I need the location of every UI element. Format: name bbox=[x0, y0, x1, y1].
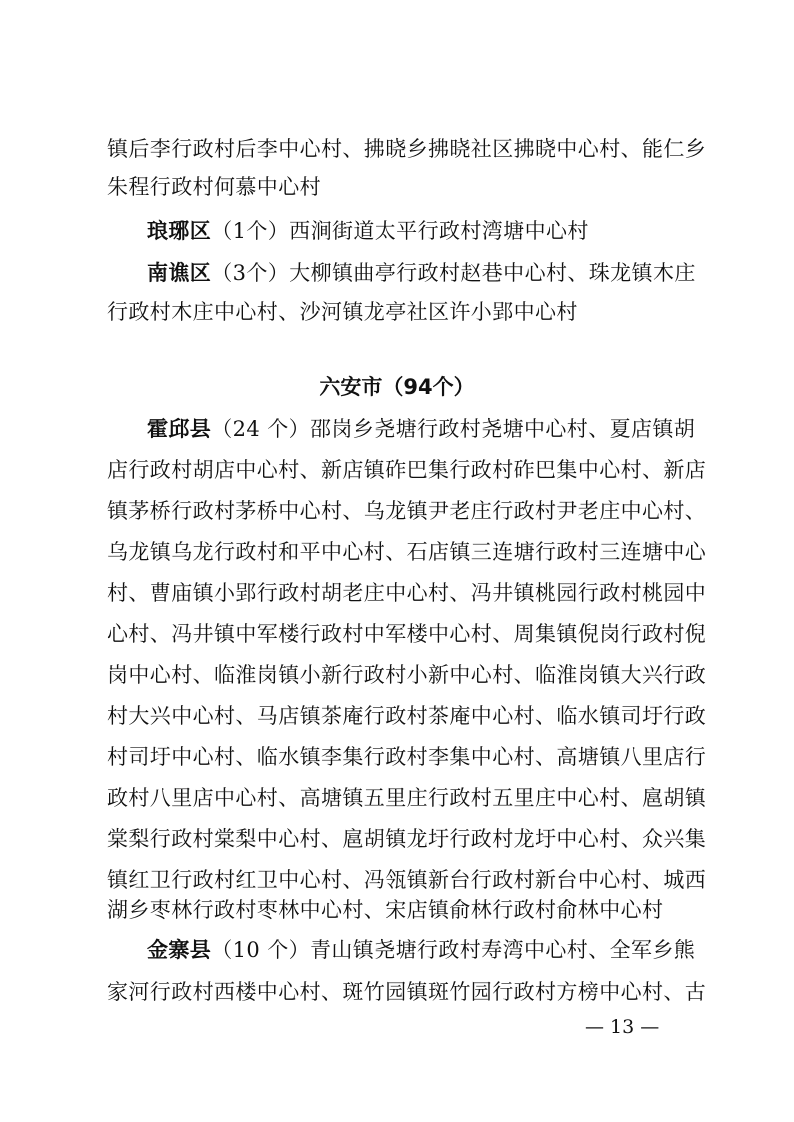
text-line: 湖乡枣林行政村枣林中心村、宋店镇俞林行政村俞林中心村 bbox=[107, 898, 664, 922]
text-line: 政村八里店中心村、高塘镇五里庄行政村五里庄中心村、扈胡镇 bbox=[107, 786, 707, 810]
text-line: 镇红卫行政村红卫中心村、冯瓴镇新台行政村新台中心村、城西 bbox=[107, 868, 707, 892]
district-name: 南谯区 bbox=[147, 261, 212, 285]
paragraph-langya bbox=[147, 216, 687, 246]
page-number: — 13 — bbox=[585, 1016, 660, 1038]
text-line: 行政村木庄中心村、沙河镇龙亭社区许小郢中心村 bbox=[107, 300, 578, 324]
text-line: 村大兴中心村、马店镇茶庵行政村茶庵中心村、临水镇司圩行政 bbox=[107, 704, 707, 728]
section-heading: 六安市（94个） bbox=[319, 375, 475, 399]
text-line: 心村、冯井镇中军楼行政村中军楼中心村、周集镇倪岗行政村倪 bbox=[107, 622, 707, 646]
paragraph-nanqiao bbox=[147, 258, 696, 288]
county-text: （10 个）青山镇尧塘行政村寿湾中心村、全军乡熊 bbox=[211, 938, 696, 962]
text-line: 岗中心村、临淮岗镇小新行政村小新中心村、临淮岗镇大兴行政 bbox=[107, 663, 707, 687]
text-line: 朱程行政村何慕中心村 bbox=[107, 175, 321, 199]
text-line: 村、曹庙镇小郢行政村胡老庄中心村、冯井镇桃园行政村桃园中 bbox=[107, 581, 707, 605]
county-text: （24 个）邵岗乡尧塘行政村尧塘中心村、夏店镇胡 bbox=[211, 417, 696, 441]
paragraph-huoqiu bbox=[147, 414, 696, 444]
text-line: 家河行政村西楼中心村、斑竹园镇斑竹园行政村方榜中心村、古 bbox=[107, 980, 707, 1004]
text-line: 镇茅桥行政村茅桥中心村、乌龙镇尹老庄行政村尹老庄中心村、 bbox=[107, 499, 707, 523]
text-line: 镇后李行政村后李中心村、拂晓乡拂晓社区拂晓中心村、能仁乡 bbox=[107, 137, 707, 161]
text-line: 乌龙镇乌龙行政村和平中心村、石店镇三连塘行政村三连塘中心 bbox=[107, 540, 707, 564]
district-text: （1个）西涧街道太平行政村湾塘中心村 bbox=[211, 219, 589, 243]
paragraph-jinzhai bbox=[147, 935, 696, 965]
text-line: 棠梨行政村棠梨中心村、扈胡镇龙圩行政村龙圩中心村、众兴集 bbox=[107, 827, 707, 851]
district-text: （3个）大柳镇曲亭行政村赵巷中心村、珠龙镇木庄 bbox=[211, 261, 696, 285]
text-line: 村司圩中心村、临水镇李集行政村李集中心村、高塘镇八里店行 bbox=[107, 745, 707, 769]
county-name: 金寨县 bbox=[147, 938, 212, 962]
district-name: 琅琊区 bbox=[147, 219, 212, 243]
county-name: 霍邱县 bbox=[147, 417, 212, 441]
text-line: 店行政村胡店中心村、新店镇砟巴集行政村砟巴集中心村、新店 bbox=[107, 458, 707, 482]
